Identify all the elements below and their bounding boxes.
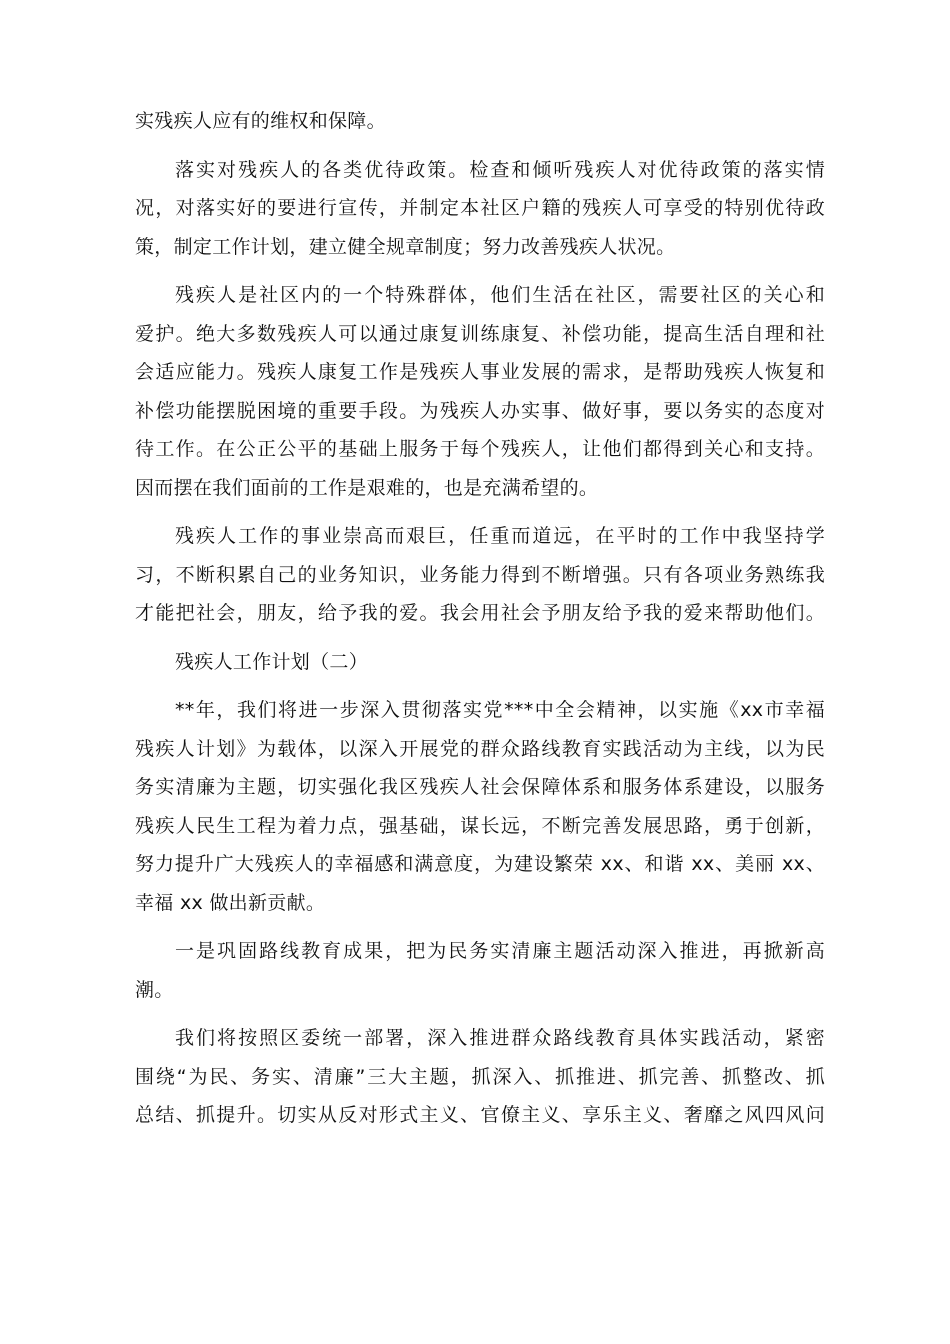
document-body xyxy=(135,102,825,1135)
paragraph-gap xyxy=(135,681,825,691)
text-line: 补偿功能摆脱困境的重要手段。为残疾人办实事、做好事，要以务实的态度对 xyxy=(135,399,825,422)
text-line: 残疾人计划》为载体，以深入开展党的群众路线教育实践活动为主线，以为民 xyxy=(135,737,825,760)
text-line: 总结、抓提升。切实从反对形式主义、官僚主义、享乐主义、奢靡之风四风问 xyxy=(135,1104,825,1126)
text-line: 残疾人是社区内的一个特殊群体，他们生活在社区，需要社区的关心和 xyxy=(175,284,825,306)
text-line: 围绕“为民、务实、清廉”三大主题，抓深入、抓推进、抓完善、抓整改、抓 xyxy=(135,1065,825,1088)
text-line: 策，制定工作计划，建立健全规章制度；努力改善残疾人状况。 xyxy=(135,235,676,258)
text-line: 一是巩固路线教育成果，把为民务实清廉主题活动深入推进，再掀新高 xyxy=(175,940,825,962)
text-line: 落实对残疾人的各类优待政策。检查和倾听残疾人对优待政策的落实情 xyxy=(175,158,825,181)
text-line: 实残疾人应有的维权和保障。 xyxy=(135,110,386,132)
text-line: 爱护。绝大多数残疾人可以通过康复训练康复、补偿功能，提高生活自理和社 xyxy=(135,322,825,345)
text-line: 残疾人民生工程为着力点，强基础，谋长远，不断完善发展思路，勇于创新， xyxy=(135,814,825,837)
paragraph-gap xyxy=(135,266,825,276)
text-line: 况，对落实好的要进行宣传，并制定本社区户籍的残疾人可享受的特别优待政 xyxy=(135,197,825,219)
text-line: 待工作。在公正公平的基础上服务于每个残疾人，让他们都得到关心和支持。 xyxy=(135,438,825,460)
paragraph-gap xyxy=(135,141,825,151)
paragraph-gap xyxy=(135,922,825,932)
paragraph-gap xyxy=(135,507,825,517)
text-line: 会适应能力。残疾人康复工作是残疾人事业发展的需求，是帮助残疾人恢复和 xyxy=(135,361,825,383)
text-line: 习，不断积累自己的业务知识，业务能力得到不断增强。只有各项业务熟练我 xyxy=(135,563,825,586)
text-line: 因而摆在我们面前的工作是艰难的，也是充满希望的。 xyxy=(135,476,599,499)
text-line: 幸福 xx 做出新贡献。 xyxy=(135,891,326,914)
text-line: 残疾人工作的事业崇高而艰巨，任重而道远，在平时的工作中我坚持学 xyxy=(175,525,825,547)
text-line: 我们将按照区委统一部署，深入推进群众路线教育具体实践活动，紧密 xyxy=(175,1027,825,1049)
text-line: 务实清廉为主题，切实强化我区残疾人社会保障体系和服务体系建设，以服务 xyxy=(135,776,825,798)
paragraph-gap xyxy=(135,633,825,643)
text-line: 才能把社会，朋友，给予我的爱。我会用社会予朋友给予我的爱来帮助他们。 xyxy=(135,602,825,624)
text-line: **年，我们将进一步深入贯彻落实党***中全会精神，以实施《xx市幸福 xyxy=(175,699,825,721)
paragraph-gap xyxy=(135,1009,825,1019)
text-line: 残疾人工作计划（二） xyxy=(175,650,369,673)
text-line: 潮。 xyxy=(135,978,174,1001)
text-line: 努力提升广大残疾人的幸福感和满意度，为建设繁荣 xx、和谐 xx、美丽 xx、 xyxy=(135,853,825,875)
